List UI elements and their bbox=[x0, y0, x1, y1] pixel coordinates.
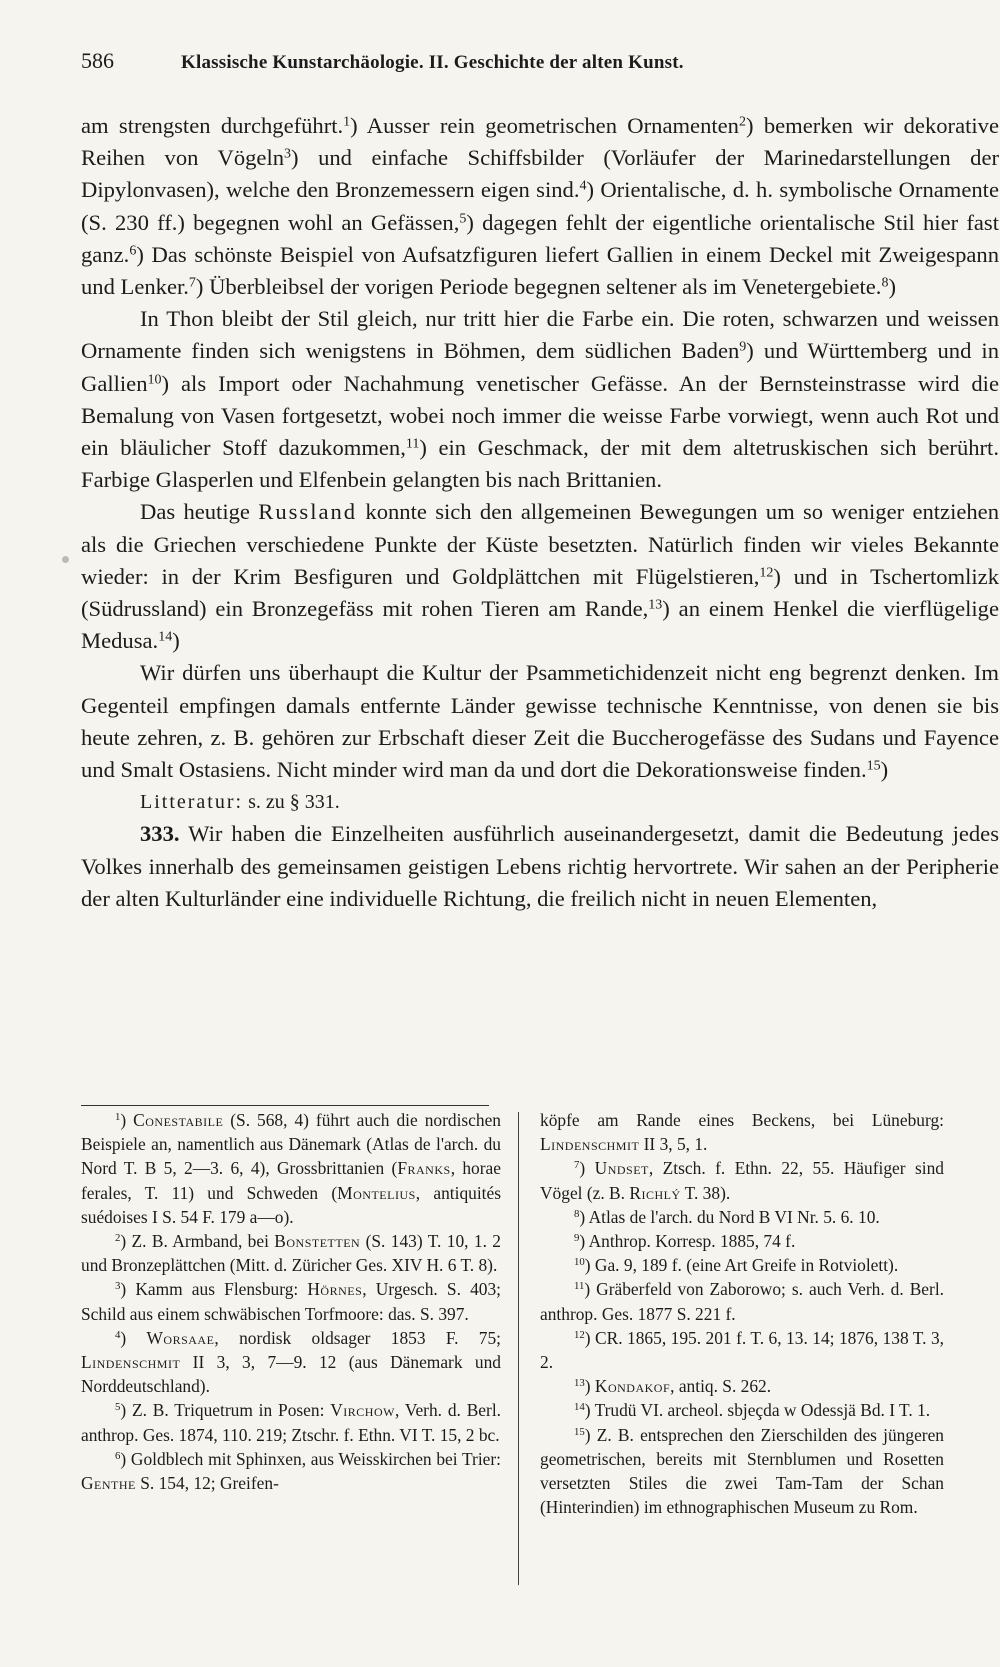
footnote bbox=[81, 1447, 501, 1495]
footnote-ref: 11 bbox=[405, 436, 420, 452]
text: ) bbox=[172, 628, 180, 654]
footnote-number: 11 bbox=[574, 1280, 585, 1293]
text: ) Orientalische, d. h. symbolische Ornamente (S. 230 ff.) begegnen wohl an Gefässen, bbox=[81, 177, 999, 235]
author-name: Undset bbox=[594, 1158, 649, 1179]
text: II 3, 3, 7—9. 12 (aus Dänemark und Norddeutschland). bbox=[81, 1352, 501, 1397]
author-name: Genthe bbox=[81, 1473, 136, 1494]
footnote bbox=[81, 1108, 501, 1229]
text: ) bbox=[584, 1376, 595, 1397]
footnote-number: 15 bbox=[574, 1425, 585, 1438]
running-title: Klassische Kunstarchäologie. II. Geschichte der alten Kunst. bbox=[181, 52, 684, 73]
text: ) Z. B. Armband, bei bbox=[120, 1231, 275, 1252]
emphasis: Russland bbox=[258, 499, 358, 525]
footnote bbox=[540, 1156, 944, 1204]
text: , nordisk oldsager 1853 F. 75; bbox=[214, 1327, 502, 1348]
author-name: Lindenschmit bbox=[81, 1352, 181, 1373]
footnote-number: 7 bbox=[574, 1159, 580, 1172]
paragraph-section-333 bbox=[81, 818, 999, 915]
literature-ref: s. zu § 331. bbox=[243, 791, 340, 814]
author-name: Kondakof bbox=[594, 1376, 671, 1397]
author-name: Bonstetten bbox=[274, 1231, 361, 1252]
text: (S. 568, 4) führt auch die nordischen Beispiele an, namentlich aus Dänemark (Atlas de l'arch. du Nord T. B 5, 2—3. 6, 4), Grossbrittanien ( bbox=[81, 1110, 501, 1179]
author-name: Montelius bbox=[337, 1182, 416, 1203]
footnote bbox=[81, 1229, 501, 1277]
footnote-number: 13 bbox=[574, 1377, 585, 1390]
footnote bbox=[540, 1423, 944, 1520]
footnote bbox=[540, 1398, 944, 1422]
footnote-ref: 15 bbox=[866, 758, 881, 774]
text: T. 38). bbox=[680, 1182, 731, 1203]
footnote-ref: 14 bbox=[158, 629, 173, 645]
footnote bbox=[540, 1326, 944, 1374]
text: ) ein Geschmack, der mit dem altetruskischen sich berührt. Farbige Glasperlen und Elfenbein gelangten bis nach Brittanien. bbox=[81, 435, 999, 493]
footnote-number: 5 bbox=[115, 1401, 121, 1414]
paragraph-4 bbox=[81, 657, 999, 786]
footnote-number: 3 bbox=[115, 1280, 121, 1293]
footnote-ref: 8 bbox=[881, 275, 889, 291]
text: S. 154, 12; Greifen- bbox=[135, 1473, 279, 1494]
footnote-number: 10 bbox=[574, 1256, 585, 1269]
footnote-rule bbox=[81, 1105, 489, 1106]
text: , Verh. d. Berl. anthrop. Ges. 1874, 110. 219; Ztschr. f. Ethn. VI T. 15, 2 bc. bbox=[81, 1400, 501, 1445]
text: ) Z. B. Triquetrum in Posen: bbox=[120, 1400, 331, 1421]
author-name: Hörnes bbox=[307, 1279, 363, 1300]
footnote-number: 6 bbox=[115, 1449, 121, 1462]
text: ) Gräberfeld von Zaborowo; s. auch Verh. d. Berl. anthrop. Ges. 1877 S. 221 f. bbox=[540, 1279, 944, 1324]
text: ) bbox=[880, 757, 889, 783]
footnote-ref: 2 bbox=[738, 114, 746, 130]
text: ) als Import oder Nachahmung venetischer Gefässe. An der Bernsteinstrasse wird die Bemalung von Vasen fortgesetzt, wobei noch immer die weisse Farbe vorwiegt, wenn auch Rot und ein bläulicher Stoff dazukommen, bbox=[81, 370, 999, 461]
text: am strengsten durchgeführt. bbox=[81, 113, 344, 138]
footnote-number: 12 bbox=[574, 1328, 585, 1341]
footnote bbox=[81, 1398, 501, 1446]
author-name: Lindenschmit bbox=[540, 1134, 640, 1155]
footnote bbox=[540, 1277, 944, 1325]
text: ) bbox=[579, 1158, 595, 1179]
author-name: Richlý bbox=[629, 1182, 681, 1203]
text: , antiquités suédoises I S. 54 F. 179 a—o). bbox=[81, 1182, 501, 1227]
footnote bbox=[81, 1326, 501, 1399]
literature-label: Litteratur: bbox=[140, 791, 244, 814]
text: ) Ausser rein geometrischen Ornamenten bbox=[350, 113, 739, 138]
footnotes-left bbox=[81, 1108, 501, 1495]
main-text bbox=[81, 110, 999, 915]
footnote-ref: 1 bbox=[343, 114, 351, 130]
text: , horae ferales, T. 11) und Schweden ( bbox=[81, 1158, 501, 1203]
text: ) bbox=[120, 1327, 147, 1348]
footnote-continuation bbox=[540, 1108, 944, 1156]
text: , Ztsch. f. Ethn. 22, 55. Häufiger sind Vögel (z. B. bbox=[540, 1158, 944, 1203]
author-name: Conestabile bbox=[133, 1110, 224, 1130]
footnotes-right bbox=[540, 1108, 944, 1519]
footnote bbox=[540, 1205, 944, 1229]
text: Das heutige bbox=[140, 499, 259, 525]
footnote-ref: 9 bbox=[739, 339, 747, 355]
paragraph-3 bbox=[81, 496, 999, 657]
footnote-number: 1 bbox=[115, 1111, 121, 1124]
footnote-number: 9 bbox=[574, 1232, 580, 1245]
text: ) Kamm aus Flensburg: bbox=[120, 1279, 308, 1300]
text: ) bbox=[120, 1110, 134, 1130]
author-name: Virchow bbox=[330, 1400, 395, 1421]
text: (S. 143) T. 10, 1. 2 und Bronzeplättchen (Mitt. d. Züricher Ges. XIV H. 6 T. 8). bbox=[81, 1231, 501, 1276]
text: II 3, 5, 1. bbox=[639, 1134, 708, 1155]
paragraph-2 bbox=[81, 303, 999, 496]
text: In Thon bleibt der Stil gleich, nur tritt hier die Farbe ein. Die roten, schwarzen und weissen Ornamente finden sich wenigstens in Böhmen, dem südlichen Baden bbox=[81, 306, 999, 364]
text: ) dagegen fehlt der eigentliche orientalische Stil hier fast ganz. bbox=[81, 209, 999, 267]
text: ) und in Tschertomlizk (Südrussland) ein Bronzegefäss mit rohen Tieren am Rande, bbox=[81, 563, 999, 622]
text: ) bemerken wir dekorative Reihen von Vögeln bbox=[81, 113, 999, 171]
footnote-ref: 6 bbox=[129, 243, 137, 259]
text: ) an einem Henkel die vierflügelige Medusa. bbox=[81, 596, 1000, 654]
footnote-ref: 4 bbox=[579, 178, 587, 194]
text: ) Z. B. entsprechen den Zierschilden des jüngeren geometrischen, bereits mit Sternblumen und Rosetten versetzten Stiles die zwei Tam-Tam der Schan (Hinterindien) im ethnographischen Museum zu Rom. bbox=[540, 1424, 944, 1518]
text: ) Überbleibsel der vorigen Periode begegnen seltener als im Venetergebiete. bbox=[195, 274, 882, 300]
footnote-ref: 7 bbox=[188, 275, 196, 291]
text: ) Atlas de l'arch. du Nord B VI Nr. 5. 6. 10. bbox=[579, 1206, 880, 1227]
text: , antiq. S. 262. bbox=[670, 1376, 772, 1397]
footnote-ref: 5 bbox=[459, 210, 467, 226]
text: ) bbox=[888, 274, 896, 300]
footnote-number: 14 bbox=[574, 1401, 585, 1414]
footnote-ref: 12 bbox=[759, 565, 774, 581]
footnote-number: 4 bbox=[115, 1328, 121, 1341]
footnote bbox=[81, 1277, 501, 1325]
print-mark bbox=[62, 556, 69, 563]
footnote bbox=[540, 1374, 944, 1398]
text: ) Das schönste Beispiel von Aufsatzfiguren liefert Gallien in einem Deckel mit Zweigespann und Lenker. bbox=[81, 241, 999, 300]
footnote-number: 2 bbox=[115, 1232, 121, 1245]
text: köpfe am Rande eines Beckens, bei Lüneburg: bbox=[540, 1110, 944, 1130]
footnote-ref: 10 bbox=[147, 371, 162, 387]
text: ) Anthrop. Korresp. 1885, 74 f. bbox=[579, 1231, 796, 1252]
literature-line bbox=[81, 786, 999, 818]
text: ) CR. 1865, 195. 201 f. T. 6, 13. 14; 1876, 138 T. 3, 2. bbox=[540, 1327, 944, 1373]
author-name: Worsaae bbox=[146, 1327, 215, 1348]
text: ) und Württemberg und in Gallien bbox=[81, 338, 999, 396]
text: ) und einfache Schiffsbilder (Vorläufer der Marinedarstellungen der Dipylonvasen), welche den Bronzemessern eigen sind. bbox=[81, 145, 999, 203]
running-head bbox=[81, 48, 901, 82]
text: ) Goldblech mit Sphinxen, aus Weisskirchen bei Trier: bbox=[120, 1448, 501, 1469]
footnote-ref: 3 bbox=[284, 146, 292, 162]
column-divider bbox=[518, 1112, 519, 1585]
page-number: 586 bbox=[81, 48, 114, 73]
text: , Urgesch. S. 403; Schild aus einem schwäbischen Torfmoore: das. S. 397. bbox=[81, 1279, 501, 1324]
author-name: Franks bbox=[397, 1158, 451, 1179]
text: Wir dürfen uns überhaupt die Kultur der Psammetichidenzeit nicht eng begrenzt denken. Im Gegenteil empfingen damals entfernte Länder gewisse technische Kenntnisse, von denen sie bis heute zehren, z. B. gehören zur Erbschaft dieser Zeit die Buccherogefässe des Sudans und Fayence und Smalt Ostasiens. Nicht minder wird man da und dort die Dekorationsweise finden. bbox=[81, 660, 999, 783]
paragraph-1 bbox=[81, 110, 999, 303]
footnote-number: 8 bbox=[574, 1207, 580, 1220]
footnote bbox=[540, 1229, 944, 1253]
text: Wir haben die Einzelheiten ausführlich auseinandergesetzt, damit die Bedeutung jedes Volkes innerhalb des gemeinsamen geistigen Lebens richtig hervortrete. Wir sahen an der Peripherie der alten Kulturländer eine individuelle Richtung, die freilich nicht in neuen Elementen, bbox=[81, 821, 999, 911]
text: konnte sich den allgemeinen Bewegungen um so weniger entziehen als die Griechen verschiedene Punkte der Küste besetzten. Natürlich finden wir vieles Bekannte wieder: in der Krim Besfiguren und Goldplättchen mit Flügelstieren, bbox=[81, 499, 999, 589]
footnote-ref: 13 bbox=[648, 597, 663, 613]
text: ) Trudü VI. archeol. sbjeçda w Odessjä Bd. I T. 1. bbox=[584, 1400, 931, 1421]
footnote bbox=[540, 1253, 944, 1277]
text: ) Ga. 9, 189 f. (eine Art Greife in Rotviolett). bbox=[584, 1255, 899, 1276]
section-number: 333. bbox=[140, 821, 180, 847]
